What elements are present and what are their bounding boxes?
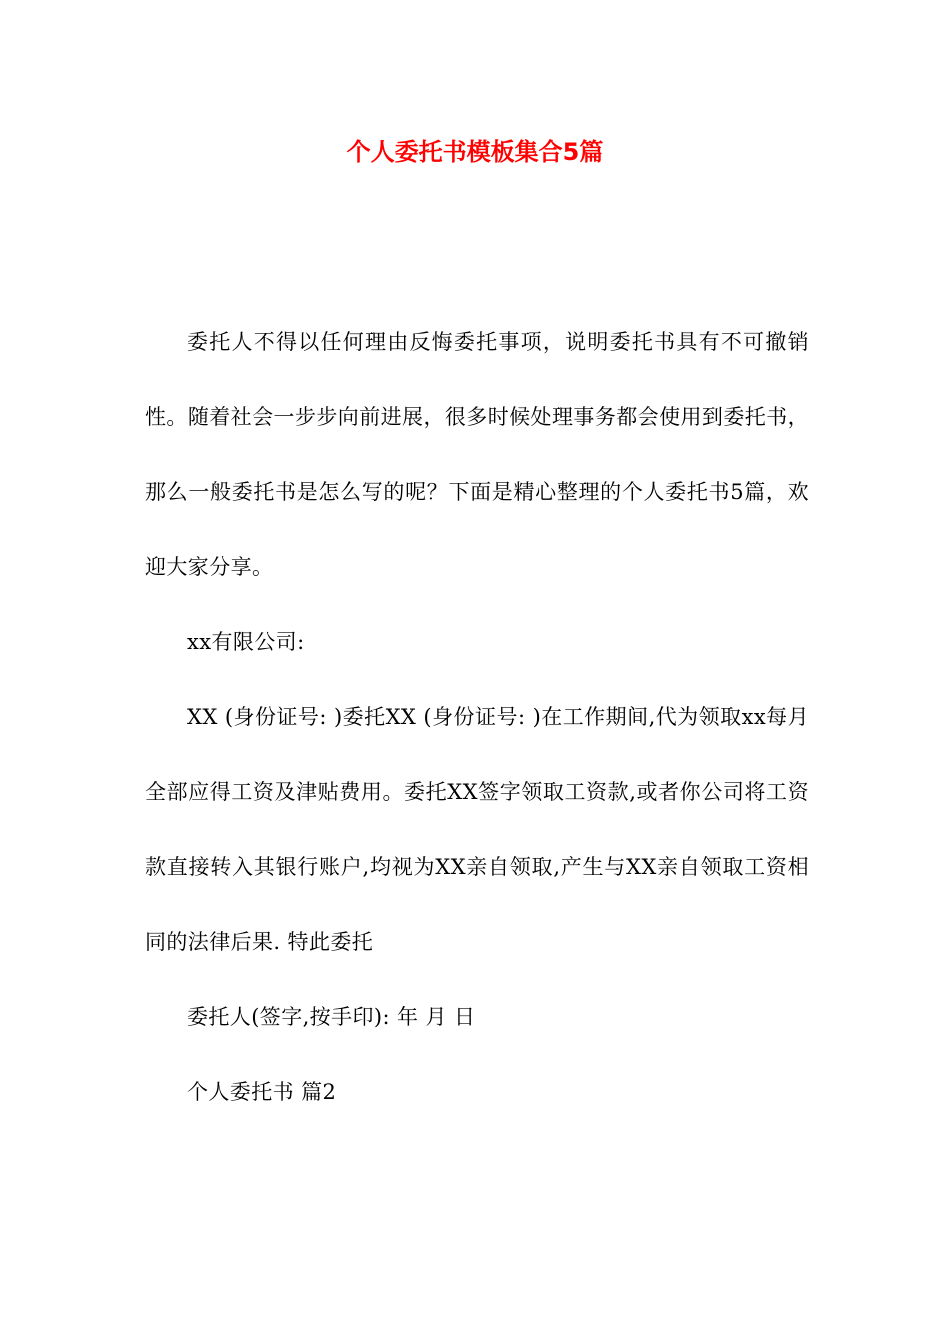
addressee-line: xx有限公司: [187, 630, 305, 654]
document-body [145, 305, 809, 1130]
intro-paragraph: 委托人不得以任何理由反悔委托事项，说明委托书具有不可撤销性。随着社会一步步向前进展，很多时候处理事务都会使用到委托书，那么一般委托书是怎么写的呢？下面是精心整理的个人委托书5篇，欢迎大家分享。 [145, 330, 809, 579]
signature-line: 委托人(签字,按手印): 年 月 日 [187, 1005, 476, 1029]
document-title: 个人委托书模板集合5篇 [346, 138, 604, 166]
delegation-paragraph: XX (身份证号: )委托XX (身份证号: )在工作期间,代为领取xx每月全部应得工资及津贴费用。委托XX签字领取工资款,或者你公司将工资款直接转入其银行账户,均视为XX亲自领取,产生与XX亲自领取工资相同的法律后果. 特此委托 [145, 705, 809, 954]
section-heading-2: 个人委托书 篇2 [187, 1080, 337, 1104]
